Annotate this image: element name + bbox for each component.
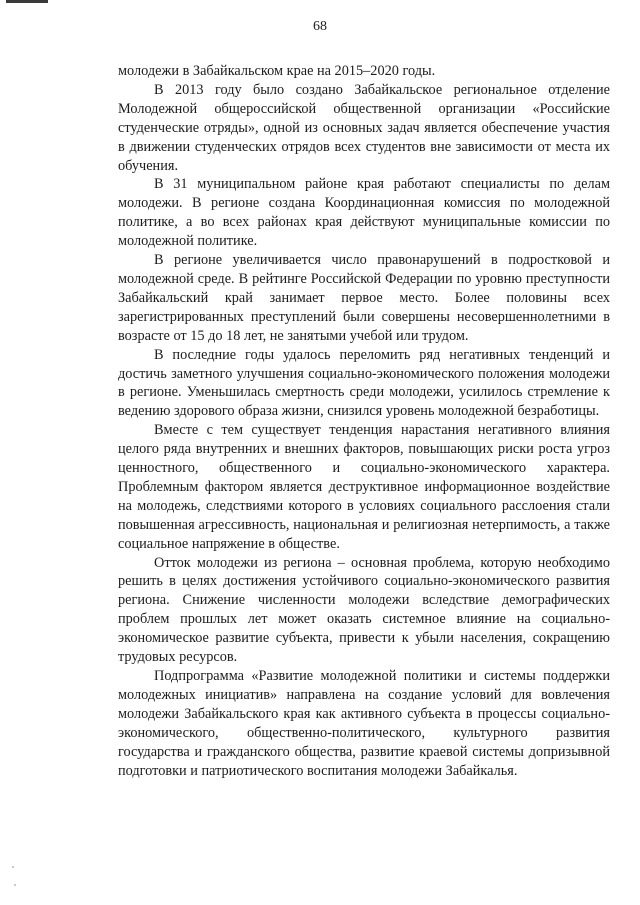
- paragraph-municipal-specialists: В 31 муниципальном районе края работают специалисты по делам молодежи. В регионе создана Координационная комиссия по молодежной политике, а во всех районах края действуют муниципальные комиссии по молодежной политике.: [118, 176, 610, 250]
- paragraph-youth-outflow: Отток молодежи из региона – основная проблема, которую необходимо решить в целях достижения устойчивого социально-экономического развития региона. Снижение численности молодежи вследствие демографических проблем прошлых лет может оказать системное влияние на социально-экономическое развитие субъекта, привести к убыли населения, сокращению трудовых ресурсов.: [118, 554, 610, 666]
- paragraph-negative-factors: Вместе с тем существует тенденция нарастания негативного влияния целого ряда внутренних и внешних факторов, повышающих риски роста угроз ценностного, общественного и социально-экономического характера. Проблемным фактором является деструктивное информационное воздействие на молодежь, следствиями которого в условиях социального расслоения стали повышенная агрессивность, национальная и религиозная нетерпимость, а также социальное напряжение в обществе.: [118, 422, 610, 552]
- scan-speck: [12, 866, 14, 868]
- scan-edge-mark: [6, 0, 48, 3]
- scan-speck: [14, 884, 16, 886]
- body-text: [118, 62, 610, 780]
- paragraph-positive-trends: В последние годы удалось переломить ряд негативных тенденций и достичь заметного улучшения социально-экономического положения молодежи в регионе. Уменьшилась смертность среди молодежи, усилилось стремление к ведению здорового образа жизни, снизился уровень молодежной безработицы.: [118, 346, 610, 420]
- paragraph-subprogram: Подпрограмма «Развитие молодежной политики и системы поддержки молодежных инициатив» направлена на создание условий для вовлечения молодежи Забайкальского края как активного субъекта в процессы социально-экономического, общественно-политического, культурного развития государства и гражданского общества, развитие краевой системы допризывной подготовки и патриотического воспитания молодежи Забайкалья.: [118, 668, 610, 779]
- paragraph-youth-offenses: В регионе увеличивается число правонарушений в подростковой и молодежной среде. В рейтинге Российской Федерации по уровню преступности Забайкальский край занимает первое место. Более половины всех зарегистрированных преступлений были совершены несовершеннолетними в возрасте от 15 до 18 лет, не занятыми учебой или трудом.: [118, 252, 610, 344]
- paragraph-continuation: молодежи в Забайкальском крае на 2015–2020 годы.: [118, 63, 436, 79]
- paragraph-student-brigades: В 2013 году было создано Забайкальское региональное отделение Молодежной общероссийской общественной организации «Российские студенческие отряды», одной из основных задач является обеспечение участия в движении студенческих отрядов всех студентов вне зависимости от места их обучения.: [118, 81, 610, 174]
- page-number: 68: [313, 19, 327, 34]
